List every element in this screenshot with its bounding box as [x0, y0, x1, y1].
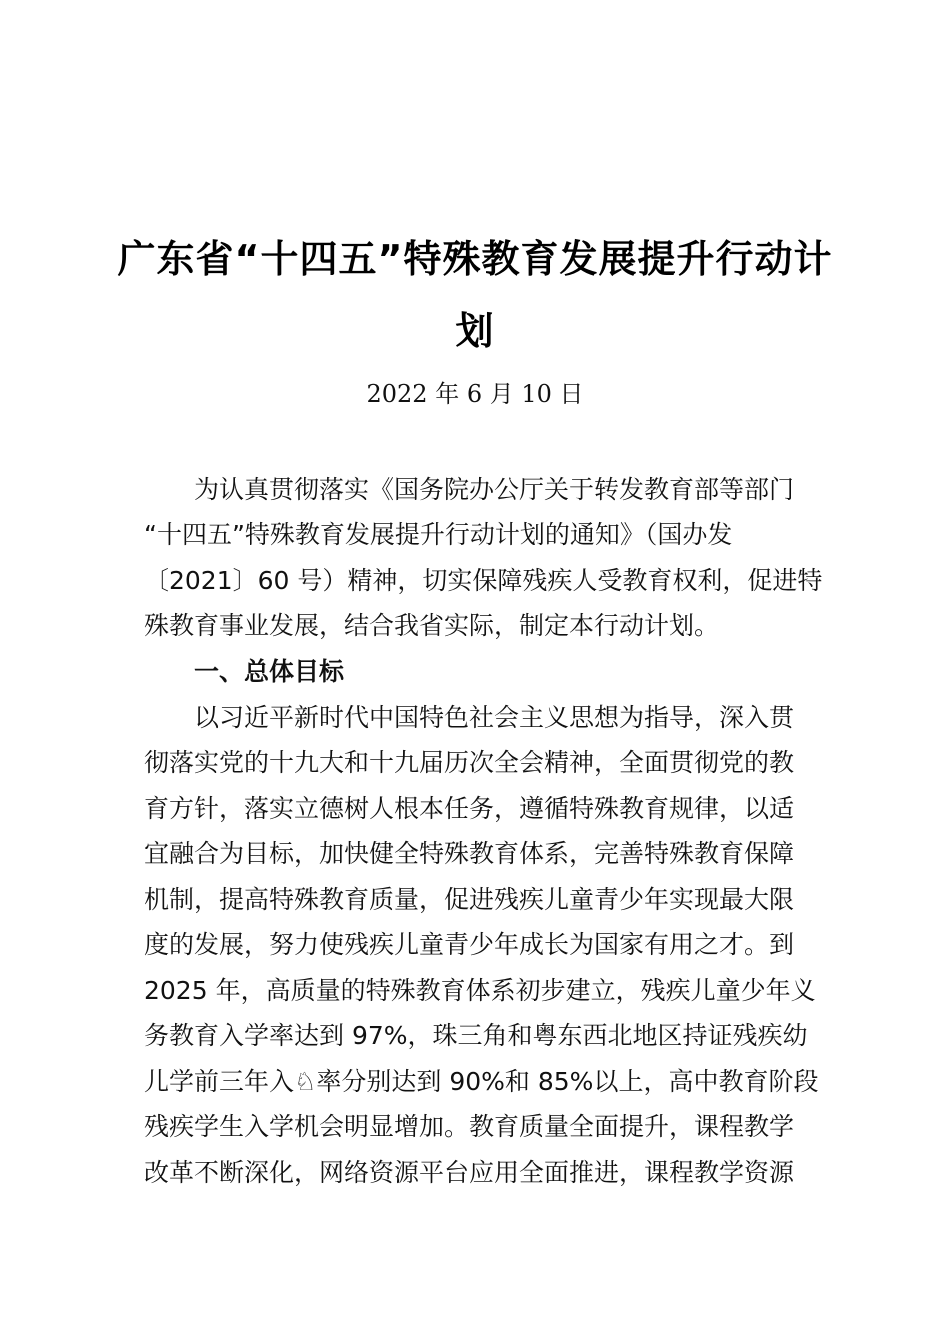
- section-heading: 一、总体目标: [194, 657, 345, 686]
- document-date: 2022 年 6 月 10 日: [366, 380, 584, 408]
- paragraph-line: 务教育入学率达到 97%，珠三角和粤东西北地区持证残疾幼: [144, 1021, 808, 1050]
- paragraph-line: 以习近平新时代中国特色社会主义思想为指导，深入贯: [194, 703, 795, 732]
- document-title-line-1: 广东省“十四五”特殊教育发展提升行动计: [117, 237, 833, 281]
- paragraph-line: 机制，提高特殊教育质量，促进残疾儿童青少年实现最大限: [144, 885, 795, 914]
- paragraph-line: 残疾学生入学机会明显增加。教育质量全面提升，课程教学: [144, 1112, 795, 1141]
- paragraph-line: 2025 年，高质量的特殊教育体系初步建立，残疾儿童少年义: [144, 976, 816, 1005]
- paragraph-line: 殊教育事业发展，结合我省实际，制定本行动计划。: [144, 611, 720, 640]
- paragraph-line: 育方针，落实立德树人根本任务，遵循特殊教育规律，以适: [144, 794, 795, 823]
- paragraph-line: 宜融合为目标，加快健全特殊教育体系，完善特殊教育保障: [144, 839, 795, 868]
- document-title-line-2: 划: [455, 309, 495, 353]
- paragraph-line: 〔2021〕60 号）精神，切实保障残疾人受教育权利，促进特: [144, 566, 823, 595]
- paragraph-line: 改革不断深化，网络资源平台应用全面推进，课程教学资源: [144, 1158, 795, 1187]
- paragraph-line: 儿学前三年入♘率分别达到 90%和 85%以上，高中教育阶段: [144, 1067, 819, 1096]
- paragraph-line: 为认真贯彻落实《国务院办公厅关于转发教育部等部门: [194, 475, 795, 504]
- paragraph-line: 彻落实党的十九大和十九届历次全会精神，全面贯彻党的教: [144, 748, 795, 777]
- paragraph-line: “十四五”特殊教育发展提升行动计划的通知》（国办发: [144, 520, 733, 549]
- paragraph-line: 度的发展，努力使残疾儿童青少年成长为国家有用之才。到: [144, 930, 795, 959]
